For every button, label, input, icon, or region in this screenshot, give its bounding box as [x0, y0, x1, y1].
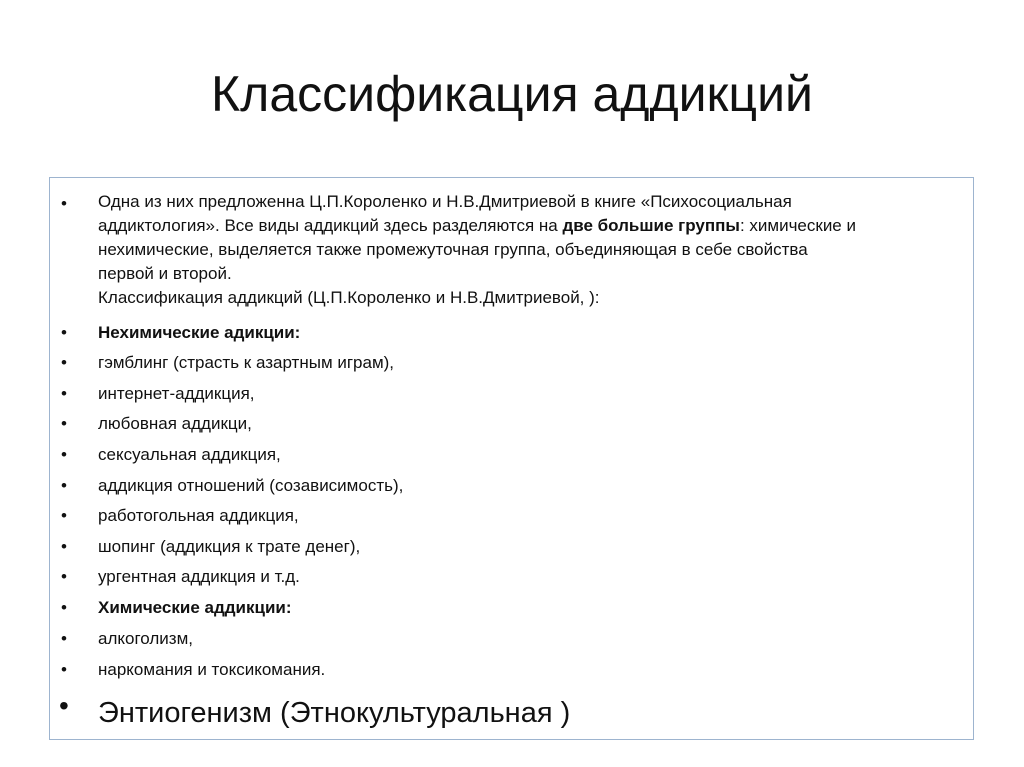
intro-paragraph [98, 190, 968, 310]
bullet-mark: • [61, 567, 67, 586]
list-item-text: интернет-аддикция, [98, 384, 255, 403]
content-box [49, 177, 974, 740]
intro-bold-phrase: две большие группы [562, 216, 740, 235]
bullet-mark: • [61, 384, 67, 403]
list-item-text: алкоголизм, [98, 629, 193, 648]
intro-line-3: нехимические, выделяется также промежуточная группа, объединяющая в себе свойства [98, 240, 808, 259]
chemical-heading-text: Химические аддикции: [98, 598, 292, 617]
bullet-mark: • [61, 629, 67, 648]
bullet-mark: • [61, 194, 67, 213]
bullet-mark: • [61, 476, 67, 495]
list-item-text: работогольная аддикция, [98, 506, 299, 525]
chemical-heading [98, 596, 968, 620]
intro-line-2 [98, 214, 968, 238]
bullet-mark: • [61, 506, 67, 525]
list-item-text: любовная аддикци, [98, 414, 252, 433]
intro-line-5: Классификация аддикций (Ц.П.Короленко и Н.В.Дмитриевой, ): [98, 288, 600, 307]
list-item-text: шопинг (аддикция к трате денег), [98, 537, 361, 556]
intro-line-4: первой и второй. [98, 264, 232, 283]
non-chemical-heading-text: Нехимические адикции: [98, 323, 301, 342]
bullet-mark: • [61, 414, 67, 433]
list-item-text: сексуальная аддикция, [98, 445, 281, 464]
intro-line-2-start: аддиктология». Все виды аддикций здесь разделяются на [98, 216, 563, 235]
bullet-mark: • [61, 660, 67, 679]
non-chemical-heading [98, 321, 968, 345]
bullet-mark: • [61, 323, 67, 342]
intro-line-1: Одна из них предложенна Ц.П.Короленко и Н.В.Дмитриевой в книге «Психосоциальная [98, 192, 792, 211]
slide-title: Классификация аддикций [211, 66, 813, 122]
bullet-mark: • [61, 445, 67, 464]
bullet-mark: • [61, 353, 67, 372]
intro-line-2-end: : химические и [739, 216, 856, 235]
bullet-mark: • [61, 598, 67, 617]
bullet-mark: • [59, 690, 69, 721]
list-item-text: гэмблинг (страсть к азартным играм), [98, 353, 395, 372]
list-item-text: аддикция отношений (созависимость), [98, 476, 404, 495]
list-item-text: наркомания и токсикомания. [98, 660, 326, 679]
bullet-mark: • [61, 537, 67, 556]
list-item-text: ургентная аддикция и т.д. [98, 567, 300, 586]
large-list-item-text: Энтиогенизм (Этнокультуральная ) [98, 697, 571, 729]
